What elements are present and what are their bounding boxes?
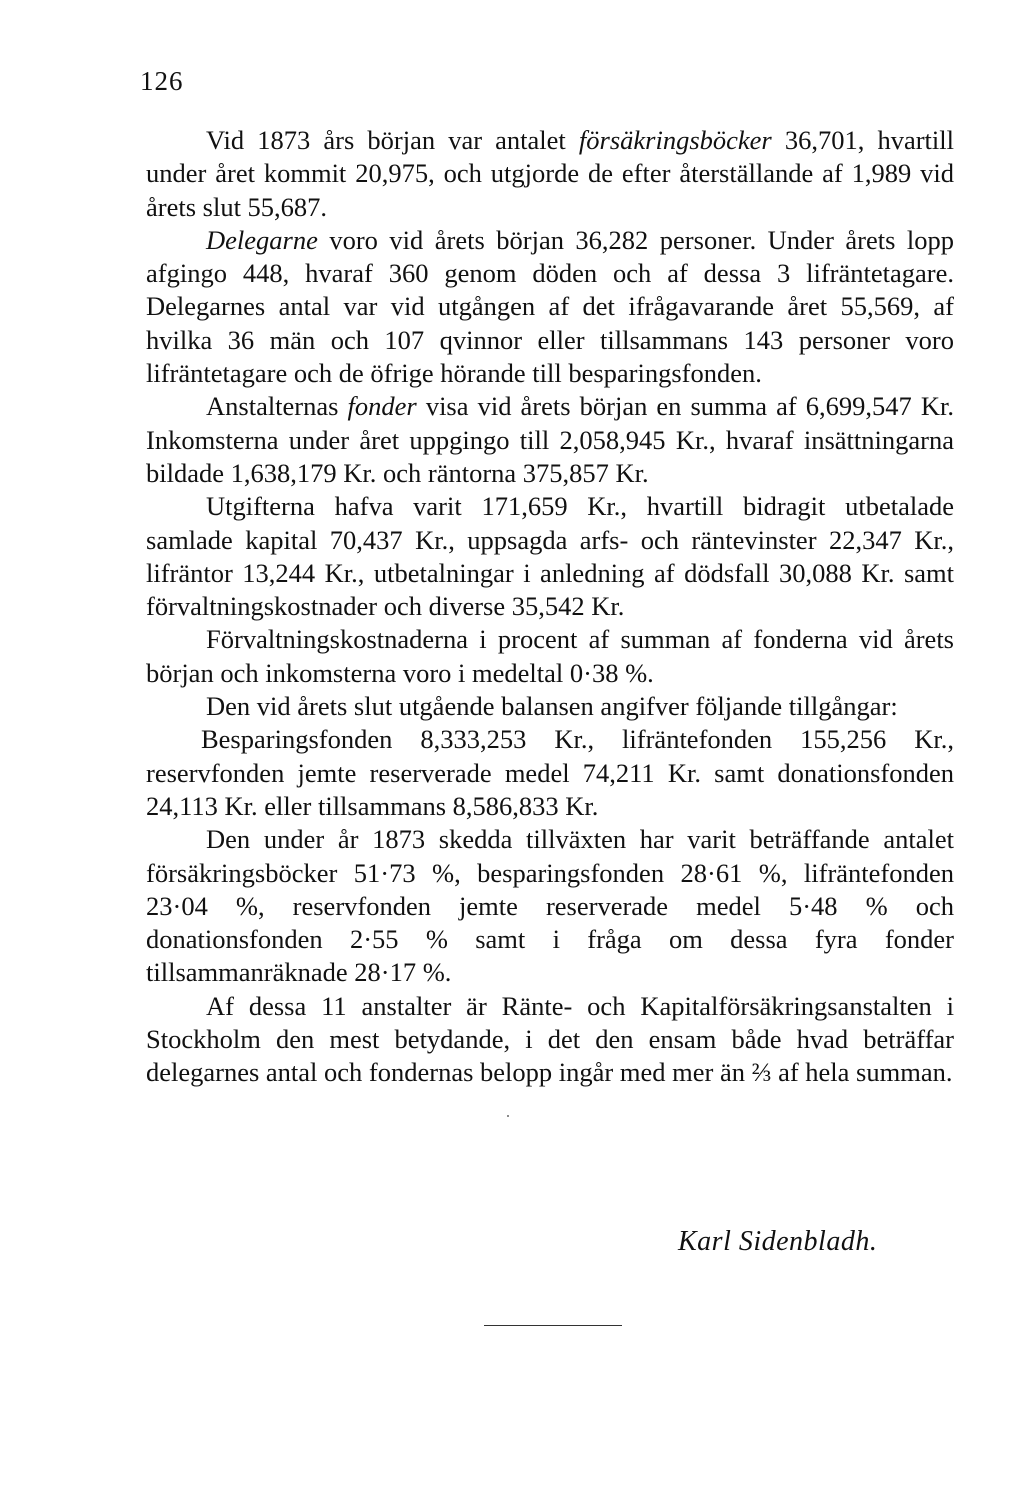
- paragraph-conclusion: [146, 990, 954, 1090]
- paragraph-growth: [146, 823, 954, 989]
- text-run: visa vid årets början en summa af 6,699,547 Kr. Inkomsterna under året uppgingo till 2,058,945 Kr., hvaraf insättningarna bildade 1,638,179 Kr. och räntorna 375,857 Kr.: [146, 391, 954, 488]
- text-run: Förvaltningskostnaderna i procent af summan af fonderna vid årets början och inkomsterna voro i medeltal 0·38 %.: [146, 624, 954, 688]
- paragraph-assets: [146, 723, 954, 823]
- text-run: 36,701, hvartill under året kommit 20,975, och utgjorde de efter återställande af 1,989 vid årets slut 55,687.: [146, 125, 954, 222]
- text-run: Den under år 1873 skedda tillväxten har varit beträffande antalet försäkringsböcker 51·73 %, besparingsfonden 28·61 %, lifräntefonden 23·04 %, reservfonden jemte reserverade medel 5·48 % och donationsfonden 2·55 % samt i fråga om dessa fyra fonder tillsammanräknade 28·17 %.: [146, 824, 954, 988]
- text-run: Vid 1873 års början var antalet: [206, 125, 579, 155]
- text-run: Utgifterna hafva varit 171,659 Kr., hvartill bidragit utbetalade samlade kapital 70,437 Kr., uppsagda arfs- och räntevinster 22,347 Kr., lifräntor 13,244 Kr., utbetalningar i anledning af dödsfall 30,088 Kr. samt förvaltningskostnader och diverse 35,542 Kr.: [146, 491, 954, 622]
- paragraph-funds: [146, 390, 954, 490]
- italic-term: Delegarne: [206, 224, 318, 255]
- paragraph-books: [146, 124, 954, 224]
- end-rule: [484, 1325, 622, 1326]
- signature: Karl Sidenbladh.: [678, 1226, 878, 1257]
- body-text: [146, 124, 954, 1090]
- text-run: Af dessa 11 anstalter är Ränte- och Kapitalförsäkringsanstalten i Stockholm den mest betydande, i det den ensam både hvad beträffar delegarnes antal och fondernas belopp ingår med mer än ⅔ af hela summan.: [146, 990, 954, 1088]
- paragraph-expenses: [146, 490, 954, 623]
- text-run: Anstalternas: [206, 391, 348, 422]
- text-run: Den vid årets slut utgående balansen angifver följande tillgångar:: [206, 691, 898, 722]
- page-number: 126: [140, 66, 184, 96]
- paragraph-admin-costs: [146, 623, 954, 690]
- text-run: Besparingsfonden 8,333,253 Kr., lifräntefonden 155,256 Kr., reservfonden jemte reserverade medel 74,211 Kr. samt donationsfonden 24,113 Kr. eller tillsammans 8,586,833 Kr.: [146, 724, 954, 821]
- ink-speck: [507, 1115, 509, 1117]
- text-run: voro vid årets början 36,282 personer. Under årets lopp afgingo 448, hvaraf 360 genom döden och af dessa 3 lifräntetagare. Delegarnes antal var vid utgången af det ifrågavarande året 55,569, af hvilka 36 män och 107 qvinnor eller tillsammans 143 personer voro lifräntetagare och de öfrige hörande till besparingsfonden.: [146, 224, 954, 389]
- italic-term: försäkringsböcker: [578, 125, 772, 155]
- paragraph-balance-intro: [146, 690, 954, 723]
- italic-term: fonder: [347, 391, 417, 422]
- paragraph-delegates: [146, 224, 954, 390]
